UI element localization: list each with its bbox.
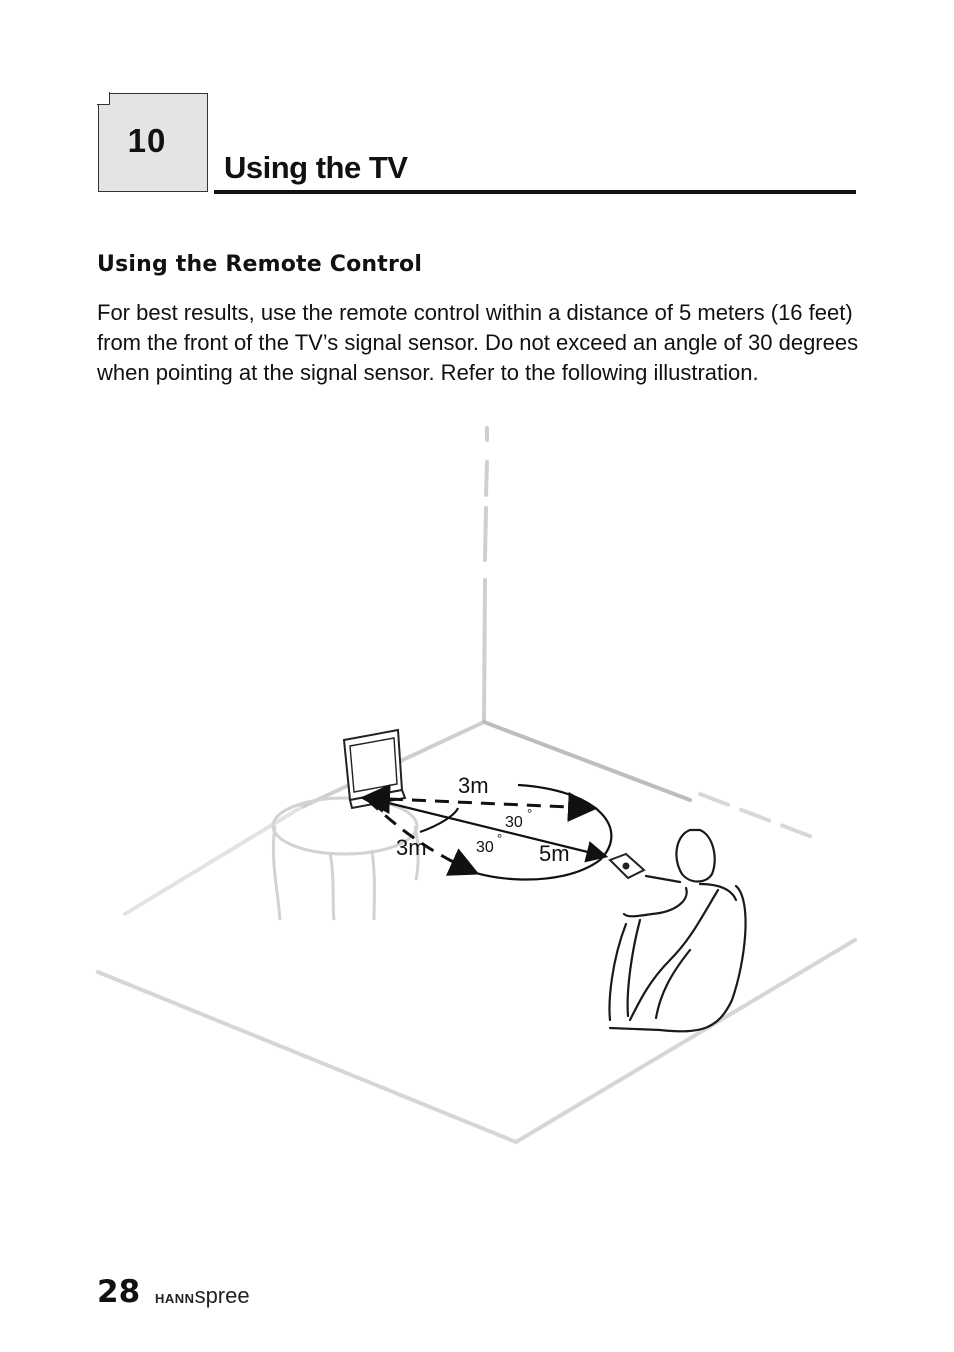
brand-bold: HANN [155,1291,195,1306]
page-number: 28 [97,1274,141,1310]
chapter-number: 10 [127,122,167,159]
label-degree-lower: ° [497,831,503,846]
label-5m: 5m [539,841,570,866]
remote-range-illustration [0,420,954,1160]
range-arc [420,785,611,880]
title-rule [214,190,856,194]
label-angle-upper: 30 [505,814,523,831]
remote-icon [610,854,644,878]
label-3m-left: 3m [396,835,427,860]
chapter-title: Using the TV [224,150,408,185]
tv-icon [344,730,405,808]
label-degree-upper: ° [527,806,533,821]
section-heading: Using the Remote Control [97,252,423,277]
brand-logo [155,1283,250,1309]
label-angle-lower: 30 [476,839,494,856]
label-3m-top: 3m [458,773,489,798]
brand-light: spree [194,1283,250,1308]
section-body: For best results, use the remote control within a distance of 5 meters (16 feet) from the front of the TV’s signal sensor. Do not exceed an angle of 30 degrees when pointing at the signal sensor. Refer to the following illustration. [97,300,859,385]
tab-notch [97,92,110,105]
chapter-tab [98,93,208,192]
